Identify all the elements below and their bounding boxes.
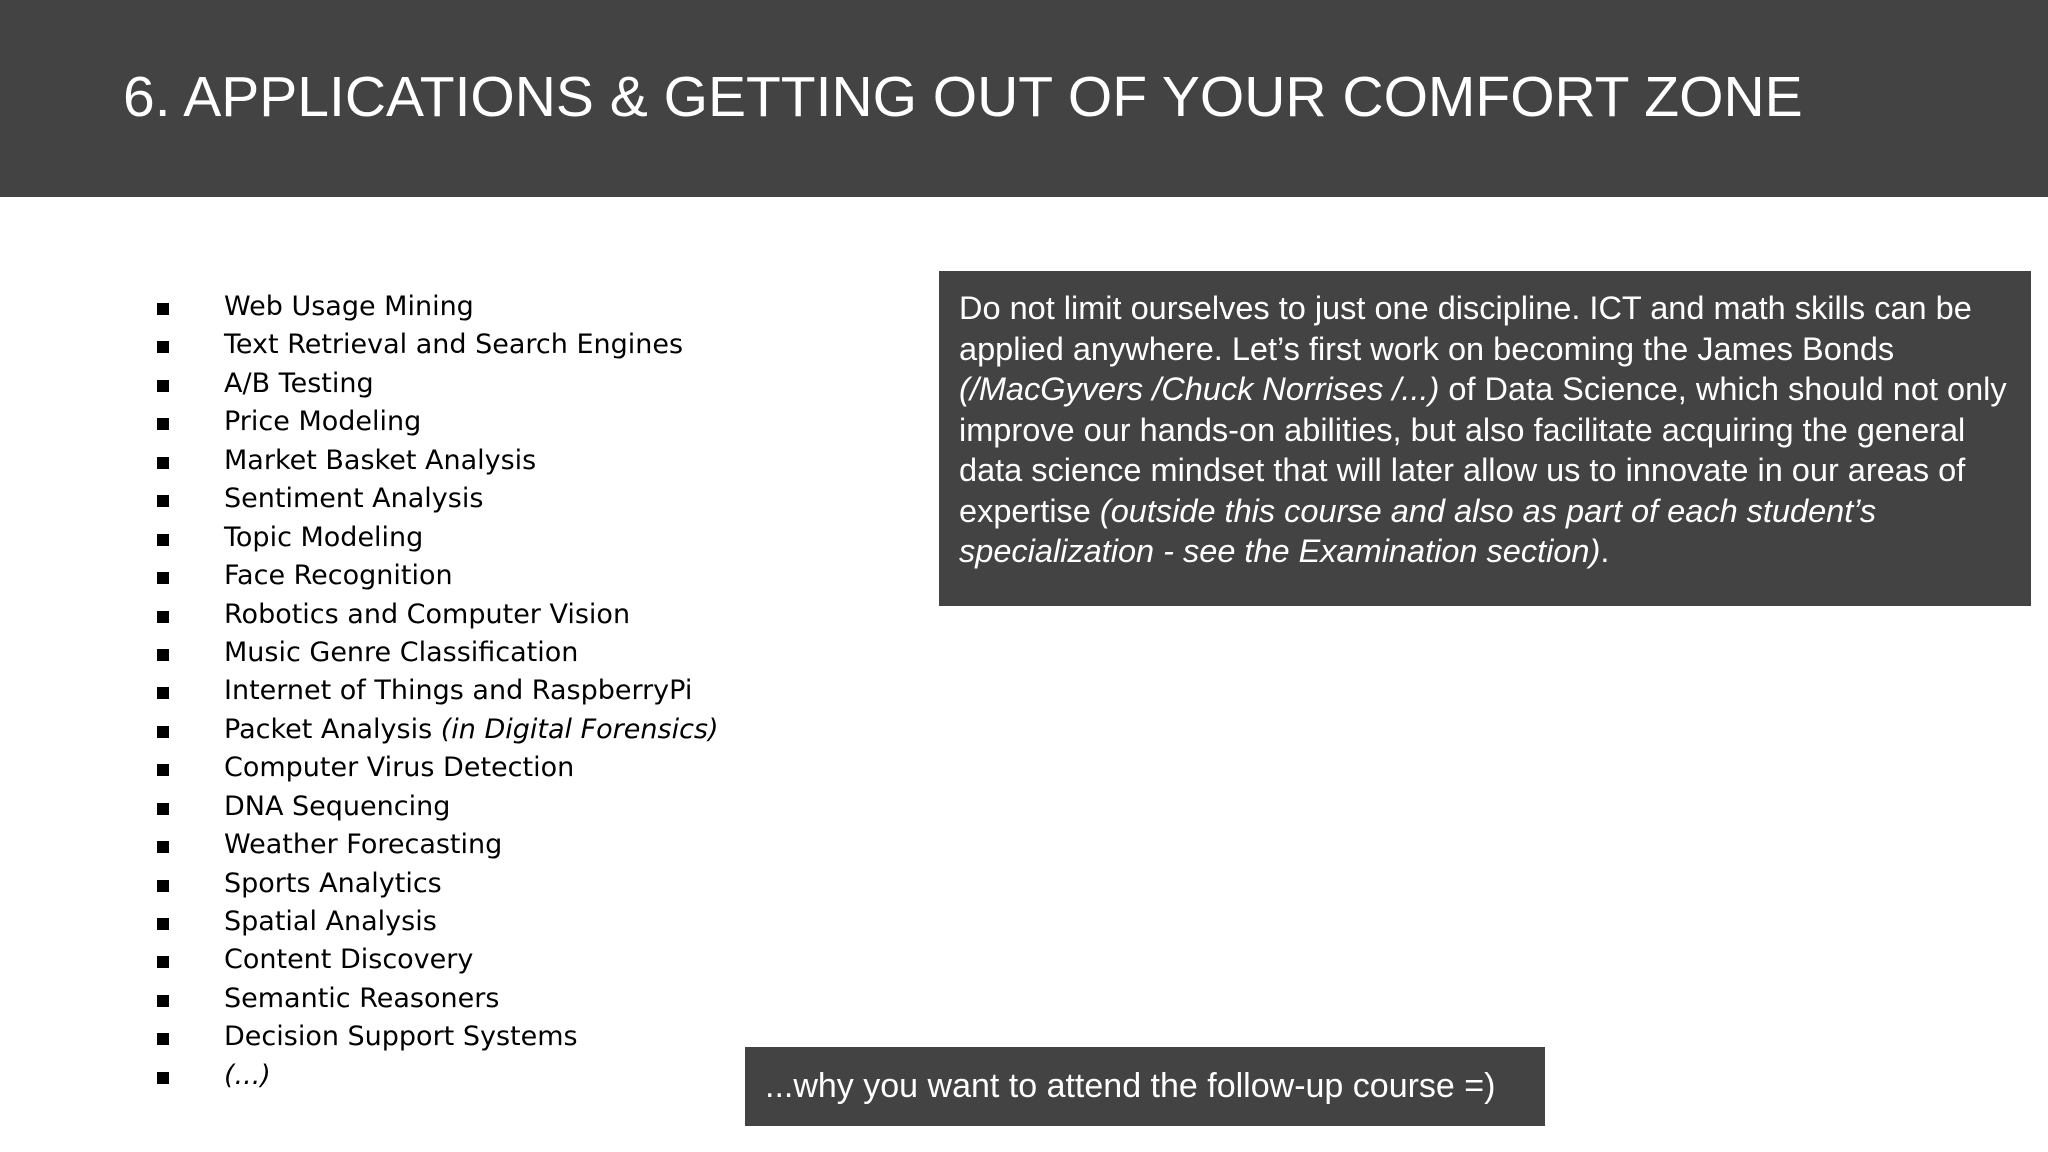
list-item-label: Sentiment Analysis bbox=[224, 483, 484, 515]
square-bullet-icon bbox=[157, 649, 169, 661]
list-item-note: (...) bbox=[224, 1059, 271, 1091]
square-bullet-icon bbox=[157, 341, 169, 353]
list-item-label: Topic Modeling bbox=[224, 521, 424, 553]
follow-up-callout bbox=[745, 1047, 1545, 1126]
list-item-text bbox=[224, 403, 421, 441]
title-bar bbox=[0, 0, 2048, 197]
list-item-text bbox=[224, 557, 453, 595]
list-item-text bbox=[224, 326, 683, 364]
list-item-note: (in Digital Forensics) bbox=[440, 713, 719, 745]
list-item-text bbox=[224, 596, 630, 634]
list-item-text bbox=[224, 980, 499, 1018]
list-item-label: Content Discovery bbox=[224, 944, 474, 976]
square-bullet-icon bbox=[157, 611, 169, 623]
square-bullet-icon bbox=[157, 380, 169, 392]
square-bullet-icon bbox=[157, 1072, 169, 1084]
list-item-label: Face Recognition bbox=[224, 560, 453, 592]
list-item-label: Computer Virus Detection bbox=[224, 752, 575, 784]
square-bullet-icon bbox=[157, 726, 169, 738]
list-item-text bbox=[224, 711, 719, 749]
square-bullet-icon bbox=[157, 841, 169, 853]
square-bullet-icon bbox=[157, 956, 169, 968]
list-item-text bbox=[224, 941, 473, 979]
square-bullet-icon bbox=[157, 880, 169, 892]
info-text-body: of Data Science, which should not only improve our hands-on abilities, but also facilitate acquiring the general data science mindset that will later allow us to innovate in our areas of expertise bbox=[959, 371, 2007, 529]
square-bullet-icon bbox=[157, 495, 169, 507]
slide-title: 6. APPLICATIONS & GETTING OUT OF YOUR COMFORT ZONE bbox=[123, 65, 1803, 129]
list-item-label: Music Genre Classification bbox=[224, 636, 579, 668]
square-bullet-icon bbox=[157, 457, 169, 469]
list-item-text bbox=[224, 826, 502, 864]
square-bullet-icon bbox=[157, 764, 169, 776]
list-item-label: DNA Sequencing bbox=[224, 790, 451, 822]
list-item-label: Semantic Reasoners bbox=[224, 982, 500, 1014]
info-box bbox=[939, 271, 2031, 606]
list-item-label: Decision Support Systems bbox=[224, 1021, 578, 1053]
list-item-label: Robotics and Computer Vision bbox=[224, 598, 631, 630]
square-bullet-icon bbox=[157, 303, 169, 315]
list-item-text bbox=[224, 480, 483, 518]
info-text-aside: (/MacGyvers /Chuck Norrises /...) bbox=[959, 371, 1440, 407]
list-item-text bbox=[224, 288, 474, 326]
square-bullet-icon bbox=[157, 918, 169, 930]
list-item-text bbox=[224, 442, 536, 480]
list-item-label: Text Retrieval and Search Engines bbox=[224, 329, 684, 361]
list-item-label: Weather Forecasting bbox=[224, 829, 503, 861]
info-text-intro: Do not limit ourselves to just one discipline. ICT and math skills can be applied anywhere. Let’s first work on becoming the James Bonds bbox=[959, 290, 1972, 367]
list-item-label: Sports Analytics bbox=[224, 867, 442, 899]
list-item-label: Web Usage Mining bbox=[224, 291, 474, 322]
square-bullet-icon bbox=[157, 534, 169, 546]
list-item-text bbox=[224, 903, 437, 941]
list-item-text bbox=[224, 365, 374, 403]
list-item-text bbox=[224, 519, 423, 557]
info-text-end: . bbox=[1600, 533, 1610, 569]
square-bullet-icon bbox=[157, 1033, 169, 1045]
list-item-text bbox=[224, 788, 450, 826]
list-item-label: A/B Testing bbox=[224, 367, 374, 399]
square-bullet-icon bbox=[157, 687, 169, 699]
list-item-text bbox=[224, 749, 574, 787]
list-item-label: Market Basket Analysis bbox=[224, 444, 537, 476]
square-bullet-icon bbox=[157, 572, 169, 584]
info-text-note: (outside this course and also as part of each student’s specialization - see the Examination section) bbox=[959, 492, 1877, 569]
list-item-label: Internet of Things and RaspberryPi bbox=[224, 675, 693, 707]
list-item-text bbox=[224, 1057, 271, 1095]
follow-up-text: ...why you want to attend the follow-up course =) bbox=[765, 1067, 1496, 1105]
list-item-label: Price Modeling bbox=[224, 406, 422, 438]
square-bullet-icon bbox=[157, 418, 169, 430]
list-item-label: Spatial Analysis bbox=[224, 906, 437, 937]
list-item-text bbox=[224, 865, 442, 903]
list-item-text bbox=[224, 634, 578, 672]
list-item-label: Packet Analysis bbox=[224, 713, 441, 745]
square-bullet-icon bbox=[157, 995, 169, 1007]
list-item-text bbox=[224, 1018, 578, 1056]
square-bullet-icon bbox=[157, 803, 169, 815]
list-item-text bbox=[224, 672, 692, 710]
